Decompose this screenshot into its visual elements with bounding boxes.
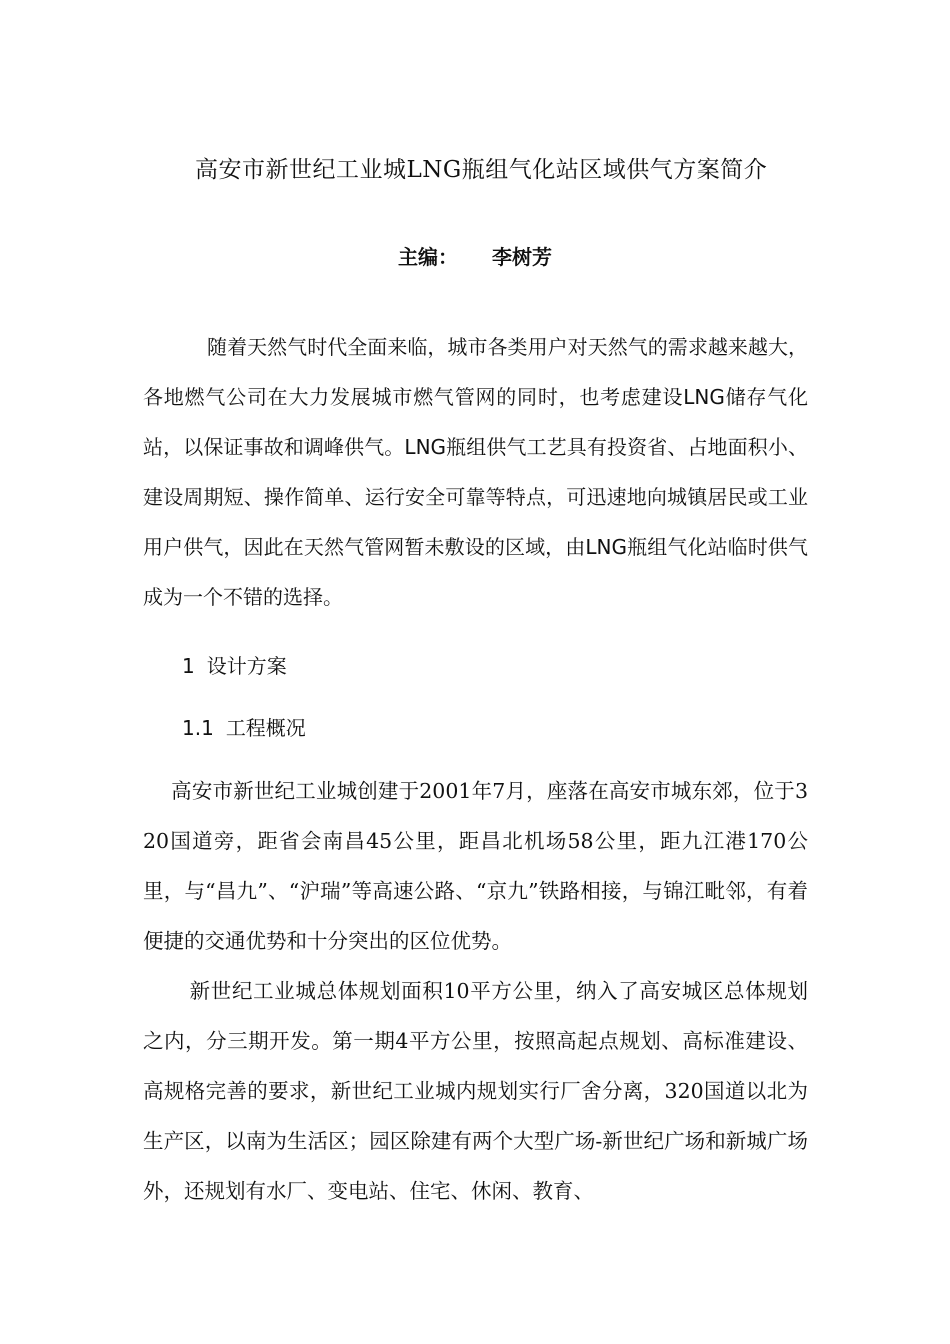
overview-paragraph-2: [143, 966, 808, 1216]
section-heading-1: [182, 648, 287, 684]
author-line: [0, 240, 950, 274]
overview-text-1: 高安市新世纪工业城创建于2001年7月，座落在高安市城东郊，位于320国道旁，距省会南昌45公里，距昌北机场58公里，距九江港170公里，与“昌九”、“沪瑞”等高速公路、“京九”铁路相接，与锦江毗邻，有着便捷的交通优势和十分突出的区位优势。: [143, 779, 808, 953]
author-label: 主编：: [398, 245, 458, 269]
subsection-title: 工程概况: [225, 716, 306, 740]
section-heading-1-1: [182, 710, 306, 746]
subsection-number: 1.1: [182, 716, 214, 740]
overview-paragraph-1: [143, 766, 808, 966]
section-number: 1: [182, 654, 195, 678]
author-name: 李树芳: [492, 245, 552, 269]
section-title: 设计方案: [206, 654, 287, 678]
intro-text: 随着天然气时代全面来临，城市各类用户对天然气的需求越来越大，各地燃气公司在大力发展城市燃气管网的同时，也考虑建设LNG储存气化站，以保证事故和调峰供气。LNG瓶组供气工艺具有投资省、占地面积小、建设周期短、操作简单、运行安全可靠等特点，可迅速地向城镇居民或工业用户供气，因此在天然气管网暂未敷设的区域，由LNG瓶组气化站临时供气成为一个不错的选择。: [143, 335, 808, 609]
intro-paragraph: [143, 322, 808, 622]
overview-text-2: 新世纪工业城总体规划面积10平方公里，纳入了高安城区总体规划之内，分三期开发。第一期4平方公里，按照高起点规划、高标准建设、高规格完善的要求，新世纪工业城内规划实行厂舍分离，320国道以北为生产区，以南为生活区；园区除建有两个大型广场-新世纪广场和新城广场外，还规划有水厂、变电站、住宅、休闲、教育、: [143, 979, 808, 1203]
document-title: 高安市新世纪工业城LNG瓶组气化站区域供气方案简介: [195, 157, 768, 183]
